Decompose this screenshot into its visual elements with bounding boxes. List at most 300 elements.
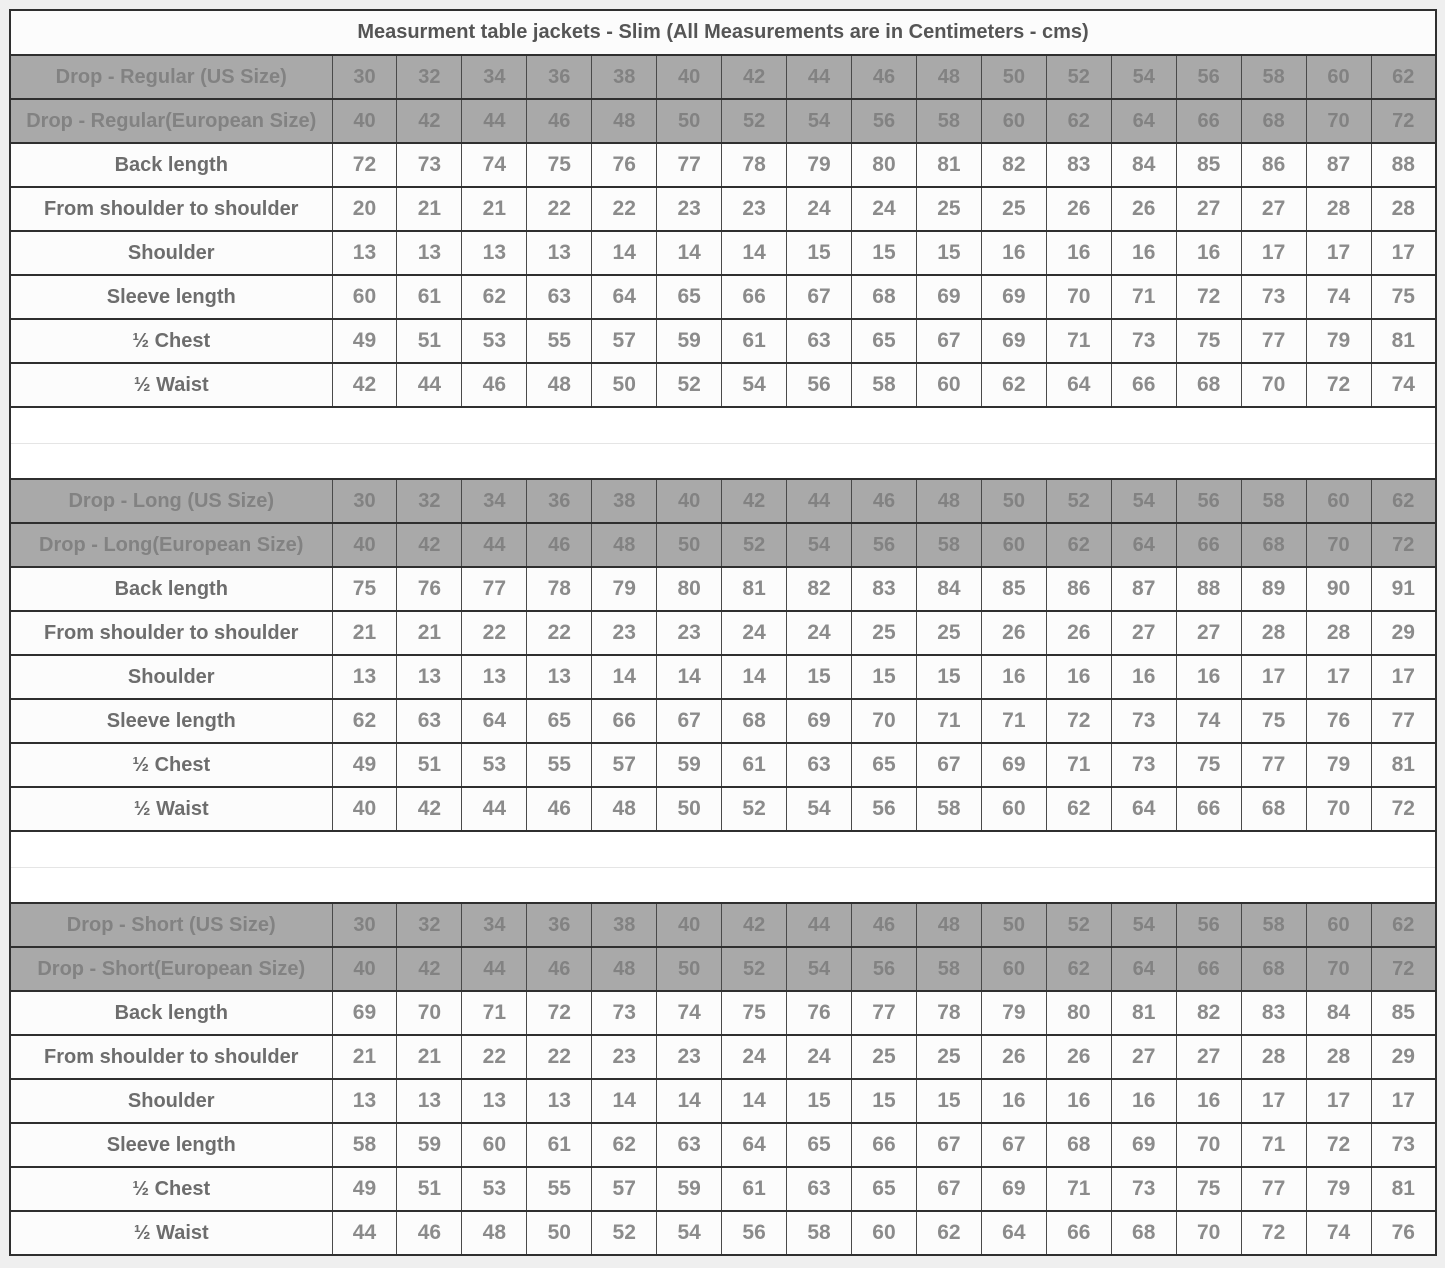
us-size-cell: 56 [1176,55,1241,99]
measurement-value-cell: 56 [852,787,917,831]
measurement-value-cell: 25 [916,1035,981,1079]
measurement-value-cell: 74 [1306,1211,1371,1255]
measurement-value-cell: 16 [981,231,1046,275]
measurement-value-cell: 15 [916,1079,981,1123]
measurement-value-cell: 67 [916,1167,981,1211]
us-size-cell: 46 [852,55,917,99]
measurement-value-cell: 86 [1241,143,1306,187]
measurement-value-cell: 69 [981,1167,1046,1211]
measurement-value-cell: 14 [592,1079,657,1123]
measurement-value-cell: 28 [1241,1035,1306,1079]
eu-size-cell: 40 [332,947,397,991]
us-size-cell: 38 [592,55,657,99]
measurement-value-cell: 14 [657,231,722,275]
eu-size-cell: 72 [1371,99,1436,143]
section-gap-row [10,867,1436,903]
measurement-value-cell: 77 [462,567,527,611]
measurement-value-cell: 66 [1046,1211,1111,1255]
measurement-value-cell: 77 [1371,699,1436,743]
measurement-value-cell: 26 [1046,611,1111,655]
measurement-value-cell: 16 [1046,655,1111,699]
measurement-value-cell: 79 [1306,743,1371,787]
measurement-value-cell: 91 [1371,567,1436,611]
measurement-value-cell: 76 [592,143,657,187]
us-size-header-label: Drop - Long (US Size) [10,479,332,523]
measurement-value-cell: 25 [916,187,981,231]
measurement-value-cell: 66 [722,275,787,319]
measurement-value-cell: 73 [1111,319,1176,363]
measurement-value-cell: 22 [527,611,592,655]
eu-size-cell: 56 [852,99,917,143]
us-size-cell: 56 [1176,479,1241,523]
us-size-cell: 42 [722,903,787,947]
measurement-value-cell: 87 [1111,567,1176,611]
measurement-value-cell: 46 [527,787,592,831]
measurement-value-cell: 22 [462,611,527,655]
measurement-value-cell: 80 [1046,991,1111,1035]
measurement-value-cell: 17 [1306,231,1371,275]
eu-size-cell: 46 [527,523,592,567]
measurement-value-cell: 79 [1306,1167,1371,1211]
measurement-value-cell: 24 [722,1035,787,1079]
measurement-value-cell: 59 [397,1123,462,1167]
measurement-row [10,143,1436,187]
measurement-value-cell: 24 [722,611,787,655]
measurement-value-cell: 52 [657,363,722,407]
measurement-value-cell: 71 [1241,1123,1306,1167]
measurement-row [10,1079,1436,1123]
measurement-value-cell: 58 [916,787,981,831]
table-title-row [10,10,1436,55]
measurement-value-cell: 27 [1111,611,1176,655]
measurement-value-cell: 60 [981,787,1046,831]
measurement-value-cell: 51 [397,1167,462,1211]
us-size-cell: 54 [1111,903,1176,947]
measurement-value-cell: 52 [592,1211,657,1255]
us-size-cell: 30 [332,55,397,99]
measurement-value-cell: 51 [397,319,462,363]
measurement-value-cell: 76 [1306,699,1371,743]
measurement-value-cell: 14 [722,1079,787,1123]
measurement-row [10,611,1436,655]
measurement-row [10,699,1436,743]
eu-size-cell: 42 [397,523,462,567]
measurement-value-cell: 15 [852,655,917,699]
us-size-cell: 40 [657,479,722,523]
measurement-value-cell: 64 [722,1123,787,1167]
measurement-value-cell: 16 [981,1079,1046,1123]
measurement-value-cell: 69 [332,991,397,1035]
measurement-value-cell: 15 [916,655,981,699]
eu-size-cell: 70 [1306,947,1371,991]
measurement-value-cell: 28 [1241,611,1306,655]
measurement-value-cell: 81 [1371,1167,1436,1211]
measurement-value-cell: 69 [916,275,981,319]
eu-size-cell: 52 [722,99,787,143]
measurement-row-label: ½ Waist [10,787,332,831]
measurement-value-cell: 71 [1046,319,1111,363]
measurement-value-cell: 29 [1371,1035,1436,1079]
eu-size-cell: 44 [462,523,527,567]
measurement-value-cell: 49 [332,743,397,787]
measurement-value-cell: 21 [397,187,462,231]
measurement-value-cell: 42 [397,787,462,831]
measurement-value-cell: 28 [1306,611,1371,655]
measurement-value-cell: 58 [852,363,917,407]
measurement-value-cell: 72 [332,143,397,187]
measurement-value-cell: 87 [1306,143,1371,187]
eu-size-cell: 66 [1176,99,1241,143]
measurement-row [10,1123,1436,1167]
measurement-value-cell: 13 [332,231,397,275]
measurement-value-cell: 13 [397,1079,462,1123]
measurement-value-cell: 75 [1176,1167,1241,1211]
measurement-value-cell: 61 [397,275,462,319]
measurement-value-cell: 16 [1176,1079,1241,1123]
measurement-value-cell: 77 [1241,1167,1306,1211]
measurement-value-cell: 82 [981,143,1046,187]
measurement-value-cell: 27 [1176,1035,1241,1079]
us-size-cell: 52 [1046,55,1111,99]
measurement-value-cell: 22 [527,187,592,231]
eu-size-cell: 60 [981,523,1046,567]
measurement-value-cell: 69 [1111,1123,1176,1167]
eu-size-cell: 46 [527,99,592,143]
measurement-value-cell: 13 [462,231,527,275]
us-size-cell: 48 [916,479,981,523]
eu-size-cell: 60 [981,947,1046,991]
measurement-value-cell: 75 [527,143,592,187]
section-gap-cell [10,443,1436,479]
us-size-cell: 56 [1176,903,1241,947]
measurement-value-cell: 63 [787,1167,852,1211]
eu-size-cell: 70 [1306,99,1371,143]
measurement-value-cell: 13 [462,1079,527,1123]
measurement-value-cell: 20 [332,187,397,231]
measurement-row-label: From shoulder to shoulder [10,1035,332,1079]
measurement-value-cell: 73 [1111,699,1176,743]
measurement-value-cell: 61 [722,319,787,363]
eu-size-header-label: Drop - Short(European Size) [10,947,332,991]
measurement-value-cell: 72 [1306,1123,1371,1167]
measurement-row [10,231,1436,275]
measurement-value-cell: 13 [397,231,462,275]
us-size-cell: 62 [1371,903,1436,947]
measurement-value-cell: 81 [1111,991,1176,1035]
measurement-value-cell: 26 [1046,1035,1111,1079]
measurement-row [10,991,1436,1035]
us-size-cell: 36 [527,479,592,523]
measurement-value-cell: 76 [787,991,852,1035]
measurement-value-cell: 61 [722,1167,787,1211]
measurement-value-cell: 78 [916,991,981,1035]
measurement-value-cell: 17 [1241,231,1306,275]
us-size-cell: 40 [657,55,722,99]
eu-size-cell: 66 [1176,523,1241,567]
measurement-value-cell: 63 [787,743,852,787]
measurement-value-cell: 26 [1046,187,1111,231]
eu-size-header-label: Drop - Regular(European Size) [10,99,332,143]
measurement-value-cell: 60 [852,1211,917,1255]
measurement-value-cell: 64 [592,275,657,319]
measurement-row [10,363,1436,407]
us-size-cell: 48 [916,903,981,947]
measurement-value-cell: 83 [1241,991,1306,1035]
measurement-value-cell: 71 [916,699,981,743]
measurement-value-cell: 25 [852,1035,917,1079]
measurement-value-cell: 53 [462,319,527,363]
measurement-row [10,655,1436,699]
measurement-value-cell: 71 [1111,275,1176,319]
measurement-value-cell: 16 [1046,231,1111,275]
measurement-value-cell: 62 [592,1123,657,1167]
measurement-value-cell: 80 [852,143,917,187]
measurement-value-cell: 69 [981,319,1046,363]
measurement-row-label: Shoulder [10,1079,332,1123]
measurement-value-cell: 81 [1371,319,1436,363]
measurement-row-label: From shoulder to shoulder [10,187,332,231]
measurement-value-cell: 68 [1046,1123,1111,1167]
measurement-value-cell: 81 [916,143,981,187]
measurement-value-cell: 77 [1241,319,1306,363]
measurement-value-cell: 65 [787,1123,852,1167]
measurement-value-cell: 16 [1111,655,1176,699]
measurement-value-cell: 79 [1306,319,1371,363]
eu-size-cell: 52 [722,947,787,991]
measurement-value-cell: 64 [462,699,527,743]
eu-size-cell: 54 [787,947,852,991]
eu-size-cell: 52 [722,523,787,567]
measurement-value-cell: 77 [852,991,917,1035]
measurement-value-cell: 72 [1046,699,1111,743]
measurement-value-cell: 62 [332,699,397,743]
eu-size-cell: 50 [657,523,722,567]
us-size-cell: 50 [981,903,1046,947]
eu-size-cell: 56 [852,523,917,567]
us-size-cell: 48 [916,55,981,99]
us-size-cell: 34 [462,903,527,947]
measurement-value-cell: 68 [852,275,917,319]
measurement-value-cell: 79 [981,991,1046,1035]
measurement-value-cell: 82 [787,567,852,611]
measurement-value-cell: 77 [657,143,722,187]
eu-size-cell: 64 [1111,523,1176,567]
eu-size-cell: 48 [592,523,657,567]
measurement-value-cell: 76 [397,567,462,611]
measurement-value-cell: 21 [397,611,462,655]
measurement-value-cell: 82 [1176,991,1241,1035]
us-size-cell: 54 [1111,479,1176,523]
eu-size-cell: 42 [397,947,462,991]
measurement-value-cell: 75 [1176,743,1241,787]
eu-size-cell: 60 [981,99,1046,143]
measurement-row-label: ½ Chest [10,743,332,787]
section-gap-row [10,443,1436,479]
measurement-value-cell: 75 [1241,699,1306,743]
section-gap-cell [10,867,1436,903]
measurement-value-cell: 16 [1176,655,1241,699]
eu-size-cell: 54 [787,523,852,567]
eu-size-cell: 68 [1241,523,1306,567]
measurement-row-label: Sleeve length [10,699,332,743]
measurement-value-cell: 54 [787,787,852,831]
us-size-cell: 38 [592,903,657,947]
measurement-value-cell: 40 [332,787,397,831]
measurement-value-cell: 23 [592,1035,657,1079]
measurement-value-cell: 22 [592,187,657,231]
measurement-value-cell: 29 [1371,611,1436,655]
measurement-value-cell: 17 [1371,231,1436,275]
us-size-cell: 62 [1371,55,1436,99]
us-size-cell: 44 [787,55,852,99]
measurement-value-cell: 71 [1046,743,1111,787]
measurement-value-cell: 66 [1176,787,1241,831]
measurement-value-cell: 50 [527,1211,592,1255]
measurement-value-cell: 73 [1111,743,1176,787]
measurement-value-cell: 66 [852,1123,917,1167]
measurement-value-cell: 71 [462,991,527,1035]
measurement-value-cell: 65 [657,275,722,319]
measurement-value-cell: 26 [981,611,1046,655]
us-size-header-row [10,479,1436,523]
measurement-value-cell: 70 [397,991,462,1035]
measurement-row-label: ½ Waist [10,363,332,407]
eu-size-cell: 72 [1371,947,1436,991]
measurement-value-cell: 48 [592,787,657,831]
measurement-row-label: Sleeve length [10,1123,332,1167]
measurement-value-cell: 65 [852,319,917,363]
measurement-value-cell: 70 [1176,1123,1241,1167]
measurement-value-cell: 64 [981,1211,1046,1255]
measurement-value-cell: 59 [657,1167,722,1211]
measurement-value-cell: 46 [397,1211,462,1255]
us-size-cell: 60 [1306,903,1371,947]
measurement-value-cell: 59 [657,743,722,787]
measurement-value-cell: 75 [332,567,397,611]
measurement-value-cell: 13 [527,231,592,275]
eu-size-cell: 44 [462,947,527,991]
us-size-cell: 62 [1371,479,1436,523]
measurement-value-cell: 17 [1371,655,1436,699]
measurement-value-cell: 58 [787,1211,852,1255]
eu-size-cell: 40 [332,99,397,143]
measurement-value-cell: 15 [787,1079,852,1123]
measurement-value-cell: 78 [527,567,592,611]
measurement-row [10,187,1436,231]
measurement-value-cell: 85 [1371,991,1436,1035]
us-size-header-label: Drop - Short (US Size) [10,903,332,947]
measurement-value-cell: 22 [527,1035,592,1079]
measurement-value-cell: 50 [657,787,722,831]
measurement-row [10,567,1436,611]
measurement-row-label: Sleeve length [10,275,332,319]
measurement-value-cell: 56 [722,1211,787,1255]
measurement-value-cell: 23 [657,1035,722,1079]
measurement-value-cell: 69 [981,743,1046,787]
us-size-cell: 32 [397,55,462,99]
measurement-value-cell: 69 [981,275,1046,319]
us-size-cell: 50 [981,55,1046,99]
measurement-value-cell: 80 [657,567,722,611]
measurement-value-cell: 62 [916,1211,981,1255]
measurement-value-cell: 75 [1176,319,1241,363]
measurement-value-cell: 24 [787,187,852,231]
table-title: Measurment table jackets - Slim (All Measurements are in Centimeters - cms) [10,10,1436,55]
measurement-value-cell: 24 [787,611,852,655]
measurement-value-cell: 44 [397,363,462,407]
measurement-value-cell: 14 [657,655,722,699]
measurement-row-label: Back length [10,143,332,187]
us-size-cell: 30 [332,903,397,947]
us-size-cell: 58 [1241,903,1306,947]
measurement-value-cell: 60 [462,1123,527,1167]
measurement-value-cell: 83 [1046,143,1111,187]
measurement-value-cell: 85 [981,567,1046,611]
measurement-value-cell: 74 [1371,363,1436,407]
us-size-cell: 44 [787,903,852,947]
measurement-value-cell: 25 [981,187,1046,231]
measurement-row [10,743,1436,787]
eu-size-header-row [10,523,1436,567]
measurement-value-cell: 27 [1176,187,1241,231]
measurement-value-cell: 73 [397,143,462,187]
eu-size-cell: 62 [1046,523,1111,567]
us-size-cell: 40 [657,903,722,947]
measurement-value-cell: 64 [1046,363,1111,407]
eu-size-cell: 46 [527,947,592,991]
measurement-value-cell: 66 [592,699,657,743]
measurement-row [10,1035,1436,1079]
measurement-value-cell: 49 [332,1167,397,1211]
measurement-value-cell: 79 [787,143,852,187]
measurement-value-cell: 13 [397,655,462,699]
eu-size-cell: 42 [397,99,462,143]
us-size-cell: 60 [1306,55,1371,99]
measurement-value-cell: 66 [1111,363,1176,407]
measurement-value-cell: 67 [657,699,722,743]
measurement-value-cell: 17 [1306,1079,1371,1123]
us-size-cell: 36 [527,55,592,99]
measurement-value-cell: 57 [592,1167,657,1211]
measurement-value-cell: 81 [722,567,787,611]
eu-size-cell: 70 [1306,523,1371,567]
measurement-value-cell: 68 [1241,787,1306,831]
measurement-value-cell: 67 [981,1123,1046,1167]
measurement-value-cell: 14 [722,231,787,275]
measurement-value-cell: 90 [1306,567,1371,611]
eu-size-cell: 68 [1241,99,1306,143]
measurement-value-cell: 23 [722,187,787,231]
section-gap-row [10,407,1436,443]
us-size-cell: 32 [397,903,462,947]
measurement-value-cell: 24 [852,187,917,231]
measurement-value-cell: 16 [981,655,1046,699]
measurement-value-cell: 72 [1241,1211,1306,1255]
measurement-value-cell: 25 [916,611,981,655]
measurement-value-cell: 61 [722,743,787,787]
eu-size-cell: 40 [332,523,397,567]
eu-size-cell: 72 [1371,523,1436,567]
measurement-value-cell: 52 [722,787,787,831]
measurement-value-cell: 65 [852,743,917,787]
measurement-value-cell: 17 [1241,655,1306,699]
eu-size-header-row [10,947,1436,991]
measurement-value-cell: 70 [852,699,917,743]
eu-size-header-row [10,99,1436,143]
measurement-value-cell: 13 [527,1079,592,1123]
measurement-value-cell: 54 [722,363,787,407]
measurement-value-cell: 21 [462,187,527,231]
